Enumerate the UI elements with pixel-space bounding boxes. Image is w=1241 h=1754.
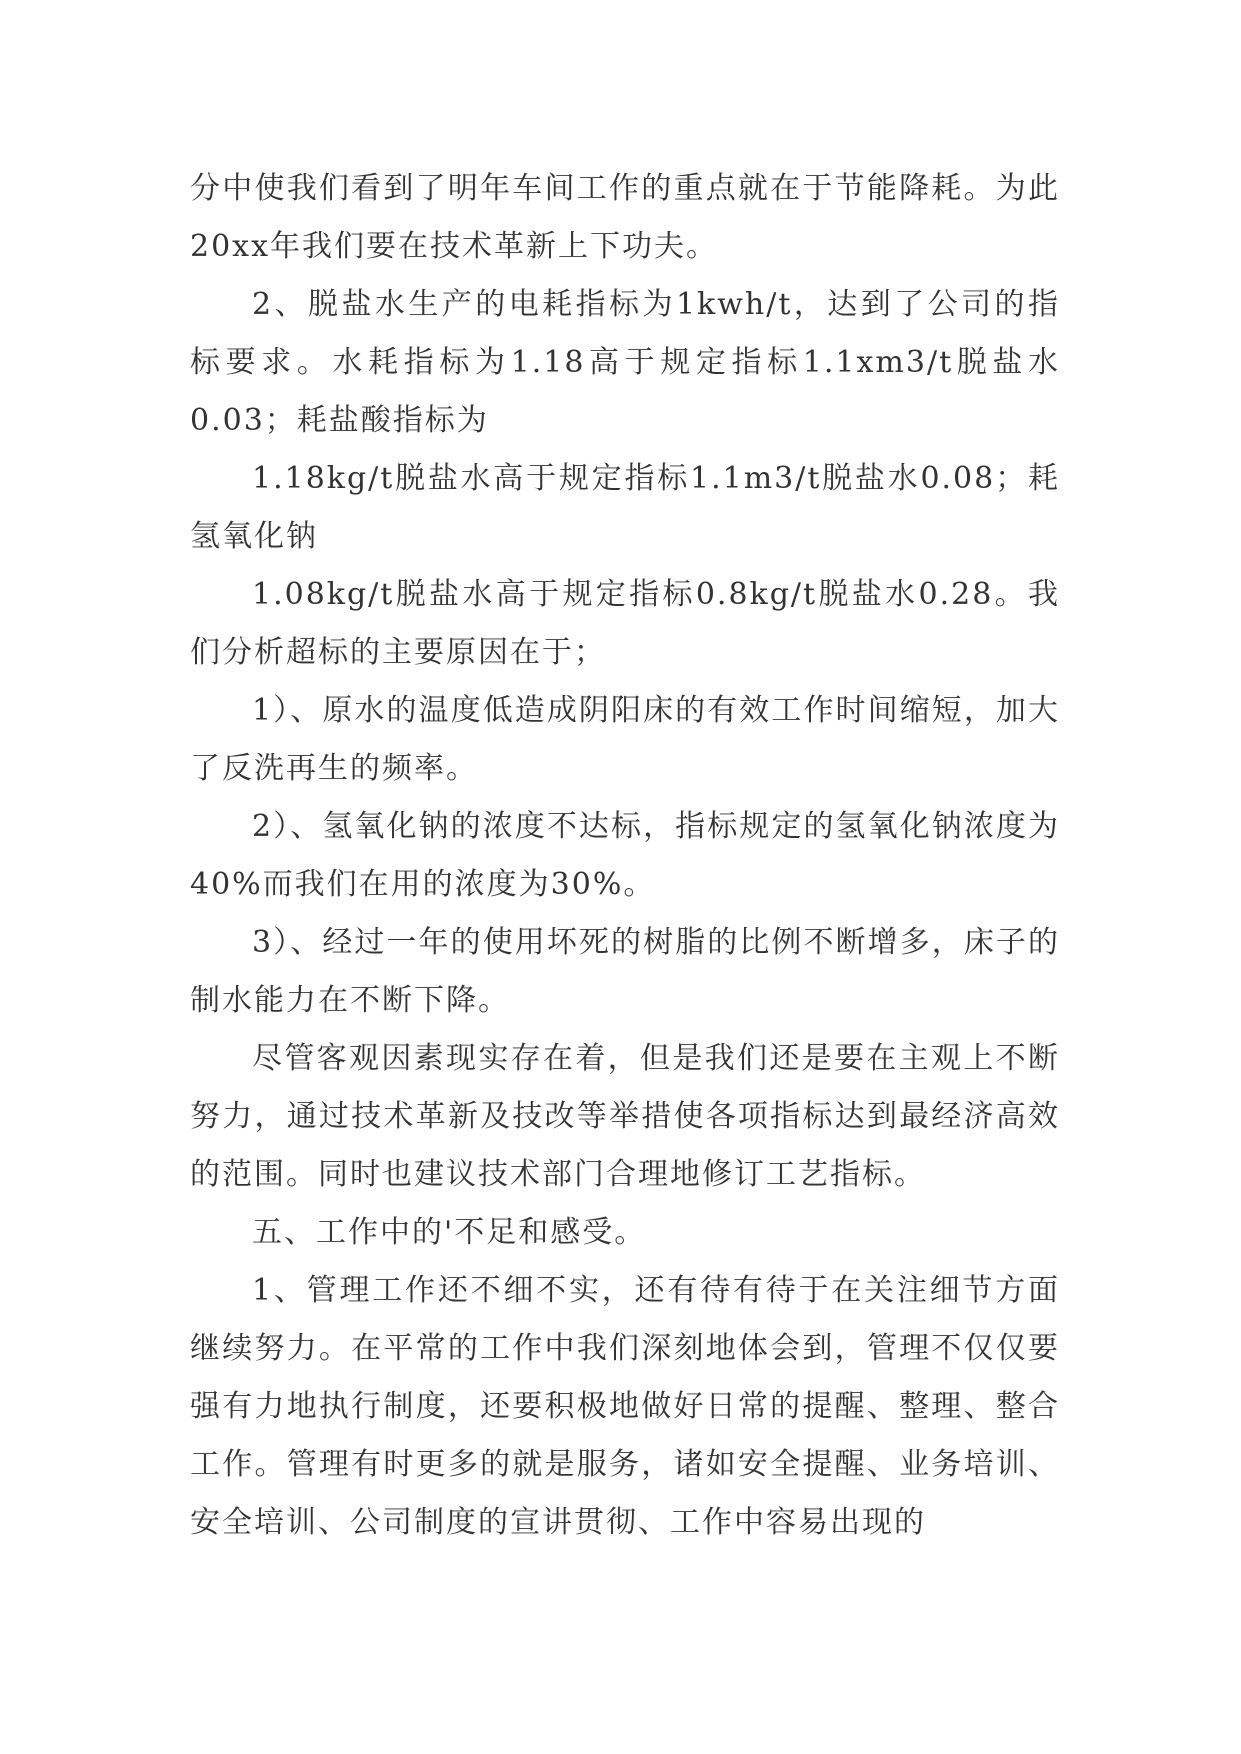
paragraph-reason-3: 3）、经过一年的使用坏死的树脂的比例不断增多，床子的制水能力在不断下降。 <box>190 925 1060 1018</box>
paragraph-reason-2: 2）、氢氧化钠的浓度不达标，指标规定的氢氧化钠浓度为40%而我们在用的浓度为30%。 <box>190 809 1060 902</box>
paragraph-power-consumption: 2、脱盐水生产的电耗指标为1kwh/t，达到了公司的指标要求。水耗指标为1.18高于规定指标1.1xm3/t脱盐水0.03；耗盐酸指标为 <box>190 287 1060 438</box>
paragraph-reason-1: 1）、原水的温度低造成阴阳床的有效工作时间缩短，加大了反洗再生的频率。 <box>190 693 1060 786</box>
paragraph-management: 1、管理工作还不细不实，还有待有待于在关注细节方面继续努力。在平常的工作中我们深刻地体会到，管理不仅仅要强有力地执行制度，还要积极地做好日常的提醒、整理、整合工作。管理有时更多的就是服务，诸如安全提醒、业务培训、安全培训、公司制度的宣讲贯彻、工作中容易出现的 <box>190 1273 1060 1540</box>
document-body <box>190 160 1060 1552</box>
paragraph-hydrochloric-acid: 1.18kg/t脱盐水高于规定指标1.1m3/t脱盐水0.08；耗氢氧化钠 <box>190 461 1060 554</box>
paragraph-sodium-hydroxide: 1.08kg/t脱盐水高于规定指标0.8kg/t脱盐水0.28。我们分析超标的主要原因在于； <box>190 577 1060 670</box>
paragraph-intro-continued: 分中使我们看到了明年车间工作的重点就在于节能降耗。为此20xx年我们要在技术革新上下功夫。 <box>190 171 1060 264</box>
section-heading-shortcomings: 五、工作中的'不足和感受。 <box>252 1215 647 1250</box>
paragraph-efforts: 尽管客观因素现实存在着，但是我们还是要在主观上不断努力，通过技术革新及技改等举措使各项指标达到最经济高效的范围。同时也建议技术部门合理地修订工艺指标。 <box>190 1041 1060 1192</box>
